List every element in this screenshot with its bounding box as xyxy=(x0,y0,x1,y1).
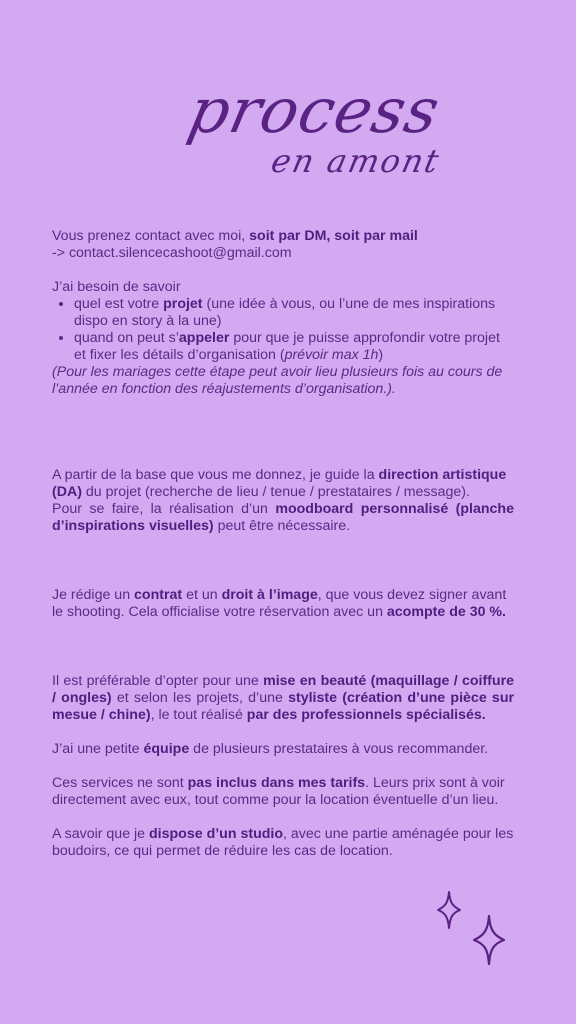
needs-item-call: • quand on peut s’appeler pour que je puisse approfondir votre projet et fixer les détails d’organisation (prévoir max 1h) xyxy=(74,330,514,364)
content xyxy=(52,228,514,860)
moodboard-paragraph: Pour se faire, la réalisation d’un moodboard personnalisé (planche d’inspirations visuelles) peut être nécessaire. xyxy=(52,501,514,534)
contract-paragraph: Je rédige un contrat et un droit à l’image, que vous devez signer avant le shooting. Cela officialise votre réservation avec un acompte de 30 %. xyxy=(52,587,507,620)
email-line: -> contact.silencecashoot@gmail.com xyxy=(52,245,292,261)
title-en-amont: en amont xyxy=(267,142,444,180)
team-paragraph: J’ai une petite équipe de plusieurs prestataires à vous recommander. xyxy=(52,741,489,757)
title-block xyxy=(0,60,576,200)
studio-paragraph: A savoir que je dispose d’un studio, avec une partie aménagée pour les boudoirs, ce qui permet de réduire les cas de location. xyxy=(52,826,514,859)
beauty-paragraph: Il est préférable d’opter pour une mise en beauté (maquillage / coiffure / ongles) et selon les projets, d’une styliste (création d’une pièce sur mesue / chine), le tout réalisé par des professionnels spécialisés. xyxy=(52,673,515,723)
services-paragraph: Ces services ne sont pas inclus dans mes tarifs. Leurs prix sont à voir directement avec eux, tout comme pour la location éventuelle d’un lieu. xyxy=(52,775,505,808)
needs-list xyxy=(52,296,514,364)
title-process: process xyxy=(182,74,447,147)
sparkle-icon xyxy=(432,888,512,968)
sparkles xyxy=(432,888,512,973)
da-paragraph: A partir de la base que vous me donnez, je guide la direction artistique (DA) du projet (recherche de lieu / tenue / prestataires / message). xyxy=(52,467,507,500)
wedding-note: (Pour les mariages cette étape peut avoir lieu plusieurs fois au cours de l’année en fonction des réajustements d’organisation.). xyxy=(52,364,503,397)
intro-line: Vous prenez contact avec moi, soit par DM, soit par mail xyxy=(52,228,418,244)
needs-item-project: • quel est votre projet (une idée à vous, ou l’une de mes inspirations dispo en story à la une) xyxy=(74,296,514,330)
needs-heading: J’ai besoin de savoir xyxy=(52,279,181,295)
